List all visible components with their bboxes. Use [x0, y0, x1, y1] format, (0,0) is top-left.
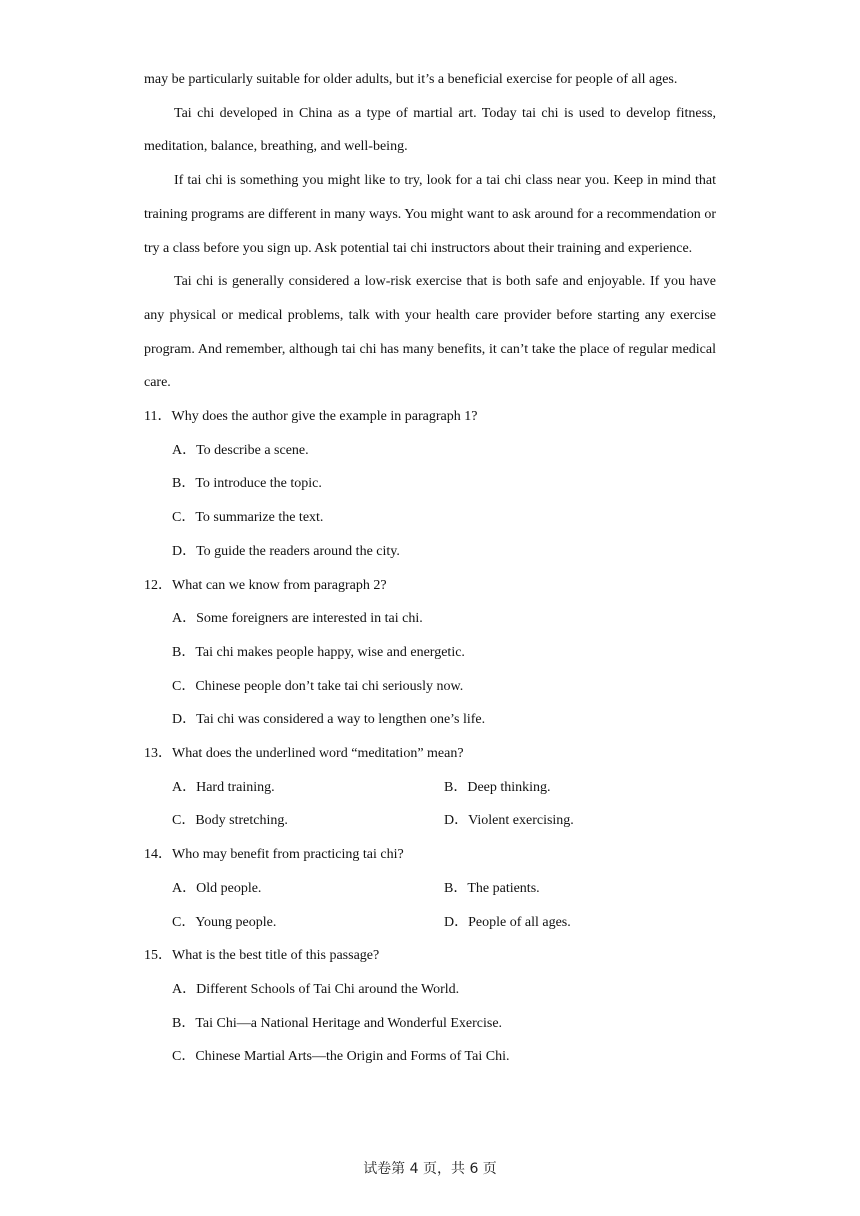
passage-paragraph: Tai chi developed in China as a type of martial art. Today tai chi is used to develop fitness, meditation, balance, breathing, and well-being. — [144, 105, 716, 155]
option-a: A．Different Schools of Tai Chi around the World. — [172, 981, 460, 997]
option-b: B．Tai Chi—a National Heritage and Wonderful Exercise. — [172, 1015, 503, 1031]
passage-paragraph-continued: may be particularly suitable for older adults, but it’s a beneficial exercise for people of all ages. — [144, 72, 678, 87]
option-c: C．Chinese people don’t take tai chi seriously now. — [172, 678, 464, 694]
option-c: C．Body stretching. — [172, 813, 288, 829]
option-b: B．Tai chi makes people happy, wise and energetic. — [172, 644, 465, 660]
question-stem: 13．What does the underlined word “meditation” mean? — [144, 746, 464, 762]
question-12 — [144, 569, 716, 738]
option-a: A．Old people. — [172, 880, 262, 896]
option-c: C．To summarize the text. — [172, 510, 324, 526]
question-11 — [144, 400, 716, 569]
option-d: D．People of all ages. — [444, 914, 571, 930]
question-stem: 14．Who may benefit from practicing tai chi? — [144, 847, 404, 863]
page-footer: 试卷第 4 页，共 6 页 — [363, 1161, 497, 1177]
question-15 — [144, 939, 716, 1074]
question-14 — [144, 838, 716, 939]
option-a: A．Some foreigners are interested in tai chi. — [172, 611, 423, 627]
option-c: C．Chinese Martial Arts—the Origin and Forms of Tai Chi. — [172, 1049, 510, 1065]
passage-paragraph: Tai chi is generally considered a low-risk exercise that is both safe and enjoyable. If you have any physical or medical problems, talk with your health care provider before starting any exercise program. And remember, although tai chi has many benefits, it can’t take the place of regular medical care. — [144, 274, 716, 391]
passage-paragraph: If tai chi is something you might like to try, look for a tai chi class near you. Keep in mind that training programs are different in many ways. You might want to ask around for a recommendation or try a class before you sign up. Ask potential tai chi instructors about their training and experience. — [144, 173, 716, 256]
option-a: A．Hard training. — [172, 779, 275, 795]
exam-page-content — [144, 63, 716, 1074]
question-stem: 15．What is the best title of this passage? — [144, 948, 380, 964]
option-b: B．The patients. — [444, 880, 540, 896]
option-d: D．Tai chi was considered a way to lengthen one’s life. — [172, 712, 486, 728]
question-13 — [144, 737, 716, 838]
option-b: B．Deep thinking. — [444, 779, 551, 795]
question-stem: 12．What can we know from paragraph 2? — [144, 577, 387, 593]
option-d: D．Violent exercising. — [444, 813, 574, 829]
options-row — [144, 771, 716, 805]
question-stem: 11．Why does the author give the example in paragraph 1? — [144, 409, 478, 425]
options-row — [144, 804, 716, 838]
options-row — [144, 906, 716, 940]
option-c: C．Young people. — [172, 914, 277, 930]
option-b: B．To introduce the topic. — [172, 476, 322, 492]
option-d: D．To guide the readers around the city. — [172, 543, 400, 559]
option-a: A．To describe a scene. — [172, 442, 309, 458]
options-row — [144, 872, 716, 906]
